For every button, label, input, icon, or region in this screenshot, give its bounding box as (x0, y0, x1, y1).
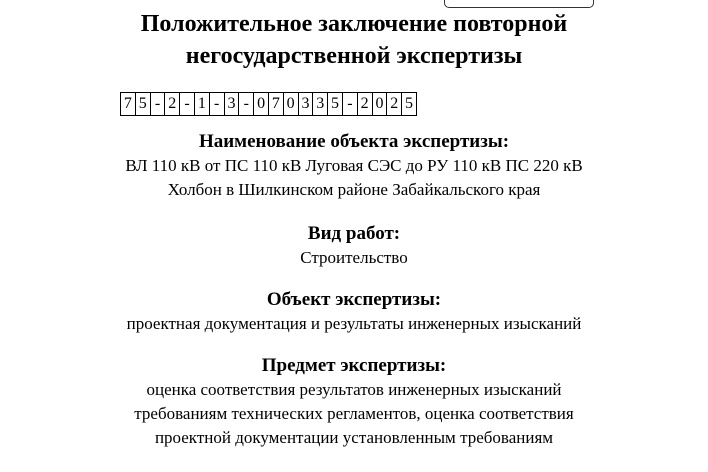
number-cell: - (180, 93, 195, 115)
number-cell: 0 (284, 93, 299, 115)
section-expertise-subject (0, 354, 708, 450)
number-cell: 0 (254, 93, 269, 115)
section-object-name (0, 130, 708, 202)
number-cell: 5 (136, 93, 151, 115)
expertise-object-heading: Объект экспертизы: (266, 289, 442, 310)
number-cell: 0 (373, 93, 388, 115)
title-line-1: Положительное заключение повторной (140, 11, 568, 37)
number-cell: 3 (313, 93, 328, 115)
number-cell: 7 (121, 93, 136, 115)
number-cell: 2 (387, 93, 402, 115)
top-frame-box (444, 0, 594, 8)
registration-number-grid (120, 92, 417, 116)
expertise-subject-line: оценка соответствия результатов инженерных изысканий (146, 380, 562, 399)
number-cell: 2 (165, 93, 180, 115)
number-cell: 1 (195, 93, 210, 115)
number-cell: - (239, 93, 254, 115)
object-name-heading: Наименование объекта экспертизы: (198, 131, 510, 152)
number-cell: 5 (402, 93, 417, 115)
object-name-line: ВЛ 110 кВ от ПС 110 кВ Луговая СЭС до РУ 110 кВ ПС 220 кВ (125, 156, 583, 175)
section-work-type (0, 222, 708, 270)
number-cell: 3 (225, 93, 240, 115)
work-type-value: Строительство (300, 248, 408, 267)
number-cell: 5 (328, 93, 343, 115)
number-cell: 2 (358, 93, 373, 115)
document-title (0, 8, 708, 72)
number-cell: 3 (299, 93, 314, 115)
number-cell: - (151, 93, 166, 115)
number-cell: 7 (269, 93, 284, 115)
object-name-line: Холбон в Шилкинском районе Забайкальского края (167, 180, 541, 199)
number-cell: - (210, 93, 225, 115)
work-type-heading: Вид работ: (307, 223, 401, 244)
expertise-object-value: проектная документация и результаты инженерных изысканий (126, 314, 582, 333)
number-cell: - (343, 93, 358, 115)
title-line-2: негосударственной экспертизы (185, 43, 523, 69)
section-expertise-object (0, 288, 708, 336)
expertise-subject-line: проектной документации установленным требованиям (154, 428, 554, 447)
expertise-subject-heading: Предмет экспертизы: (261, 355, 447, 376)
expertise-subject-line: требованиям технических регламентов, оценка соответствия (134, 404, 574, 423)
